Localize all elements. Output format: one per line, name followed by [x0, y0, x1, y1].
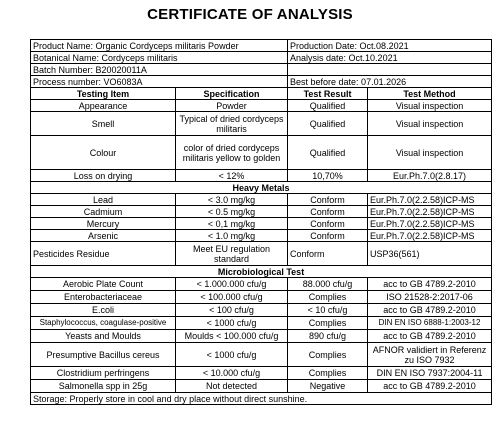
cell-spec: < 100.000 cfu/g: [176, 291, 288, 304]
info-row: [31, 52, 492, 64]
cell-result: Complies: [288, 291, 368, 304]
table-row: [31, 242, 492, 266]
cell-item: Arsenic: [31, 230, 176, 242]
table-row: [31, 206, 492, 218]
cell-method: AFNOR validiert in Referenz zu ISO 7932: [368, 343, 492, 367]
cell-result: Complies: [288, 317, 368, 330]
table-row: [31, 230, 492, 242]
cell-item: Pesticides Residue: [31, 242, 176, 266]
cell-item: Smell: [31, 112, 176, 136]
cell-item: Aerobic Plate Count: [31, 278, 176, 291]
batch-number: Batch Number: B20020011A: [31, 64, 288, 76]
table-row: [31, 330, 492, 343]
heavy-metals-heading: Heavy Metals: [31, 182, 492, 194]
document-title: CERTIFICATE OF ANALYSIS: [147, 6, 353, 23]
table-row: [31, 100, 492, 112]
cell-result: Qualified: [288, 112, 368, 136]
cell-result: Qualified: [288, 136, 368, 170]
cell-spec: < 12%: [176, 170, 288, 182]
cell-spec: < 1.0 mg/kg: [176, 230, 288, 242]
header-specification: Specification: [176, 88, 288, 100]
production-date: Production Date: Oct.08.2021: [288, 40, 492, 52]
table-row: [31, 194, 492, 206]
storage-row: [31, 393, 492, 405]
cell-spec: < 1000 cfu/g: [176, 343, 288, 367]
table-row: [31, 218, 492, 230]
cell-result: Complies: [288, 343, 368, 367]
cell-result: Negative: [288, 380, 368, 393]
cell-item: Presumptive Bacillus cereus: [31, 343, 176, 367]
info-row: [31, 76, 492, 88]
cell-spec: Typical of dried cordyceps militaris: [176, 112, 288, 136]
table-row: [31, 278, 492, 291]
header-row: [31, 88, 492, 100]
cell-result: Conform: [288, 194, 368, 206]
cell-method: USP36(561): [368, 242, 492, 266]
table-row: [31, 291, 492, 304]
cell-result: Complies: [288, 367, 368, 380]
info-row: [31, 40, 492, 52]
microbiological-heading: Microbiological Test: [31, 266, 492, 278]
table-row: [31, 380, 492, 393]
cell-spec: < 100 cfu/g: [176, 304, 288, 317]
coa-table: [30, 39, 492, 405]
table-row: [31, 170, 492, 182]
cell-item: Salmonella spp in 25g: [31, 380, 176, 393]
cell-spec: Meet EU regulation standard: [176, 242, 288, 266]
cell-method: Eur.Ph.7.0(2.2.58)ICP-MS: [368, 218, 492, 230]
cell-result: Conform: [288, 242, 368, 266]
cell-method: Eur.Ph.7.0(2.8.17): [368, 170, 492, 182]
product-name: Product Name: Organic Cordyceps militaris Powder: [31, 40, 288, 52]
cell-spec: < 0.5 mg/kg: [176, 206, 288, 218]
cell-spec: < 0,1 mg/kg: [176, 218, 288, 230]
cell-method: acc to GB 4789.2-2010: [368, 330, 492, 343]
cell-item: Yeasts and Moulds: [31, 330, 176, 343]
table-row: [31, 317, 492, 330]
storage-note: Storage: Properly store in cool and dry place without direct sunshine.: [31, 393, 492, 405]
cell-spec: Powder: [176, 100, 288, 112]
table-row: [31, 343, 492, 367]
cell-result: Conform: [288, 230, 368, 242]
cell-method: Visual inspection: [368, 100, 492, 112]
cell-method: acc to GB 4789.2-2010: [368, 278, 492, 291]
cell-spec: Not detected: [176, 380, 288, 393]
cell-result: Qualified: [288, 100, 368, 112]
cell-item: Clostridium perfringens: [31, 367, 176, 380]
cell-result: 10,70%: [288, 170, 368, 182]
cell-spec: < 3.0 mg/kg: [176, 194, 288, 206]
cell-item: Colour: [31, 136, 176, 170]
cell-item: Appearance: [31, 100, 176, 112]
cell-item: Staphylococcus, coagulase-positive: [31, 317, 176, 330]
cell-spec: < 1.000.000 cfu/g: [176, 278, 288, 291]
cell-item: E.coli: [31, 304, 176, 317]
cell-spec: Moulds < 100.000 cfu/g: [176, 330, 288, 343]
cell-method: Eur.Ph.7.0(2.2.58)ICP-MS: [368, 206, 492, 218]
cell-method: DIN EN ISO 7937:2004-11: [368, 367, 492, 380]
cell-result: 88.000 cfu/g: [288, 278, 368, 291]
table-row: [31, 367, 492, 380]
cell-result: Conform: [288, 218, 368, 230]
best-before-date: Best before date: 07.01.2026: [288, 76, 492, 88]
cell-result: Conform: [288, 206, 368, 218]
info-row: [31, 64, 492, 76]
cell-method: acc to GB 4789.2-2010: [368, 380, 492, 393]
cell-method: acc to GB 4789.2-2010: [368, 304, 492, 317]
cell-result: < 10 cfu/g: [288, 304, 368, 317]
section-heading-row: [31, 266, 492, 278]
cell-spec: < 10.000 cfu/g: [176, 367, 288, 380]
analysis-date: Analysis date: Oct.10.2021: [288, 52, 492, 64]
cell-method: ISO 21528-2:2017-06: [368, 291, 492, 304]
cell-method: Eur.Ph.7.0(2.2.58)ICP-MS: [368, 230, 492, 242]
cell-item: Loss on drying: [31, 170, 176, 182]
header-test-result: Test Result: [288, 88, 368, 100]
cell-method: Visual inspection: [368, 136, 492, 170]
cell-method: DIN EN ISO 6888-1:2003-12: [368, 317, 492, 330]
table-row: [31, 304, 492, 317]
header-test-method: Test Method: [368, 88, 492, 100]
cell-spec: < 1000 cfu/g: [176, 317, 288, 330]
table-row: [31, 112, 492, 136]
cell-item: Lead: [31, 194, 176, 206]
cell-method: Eur.Ph.7.0(2.2.58)ICP-MS: [368, 194, 492, 206]
table-row: [31, 136, 492, 170]
cell-item: Enterobacteriaceae: [31, 291, 176, 304]
cell-method: Visual inspection: [368, 112, 492, 136]
process-number: Process number: VO6083A: [31, 76, 288, 88]
header-testing-item: Testing Item: [31, 88, 176, 100]
botanical-name: Botanical Name: Cordyceps militaris: [31, 52, 288, 64]
cell-item: Mercury: [31, 218, 176, 230]
section-heading-row: [31, 182, 492, 194]
info-empty-cell: [288, 64, 492, 76]
cell-item: Cadmium: [31, 206, 176, 218]
cell-spec: color of dried cordyceps militaris yellow to golden: [176, 136, 288, 170]
cell-result: 890 cfu/g: [288, 330, 368, 343]
